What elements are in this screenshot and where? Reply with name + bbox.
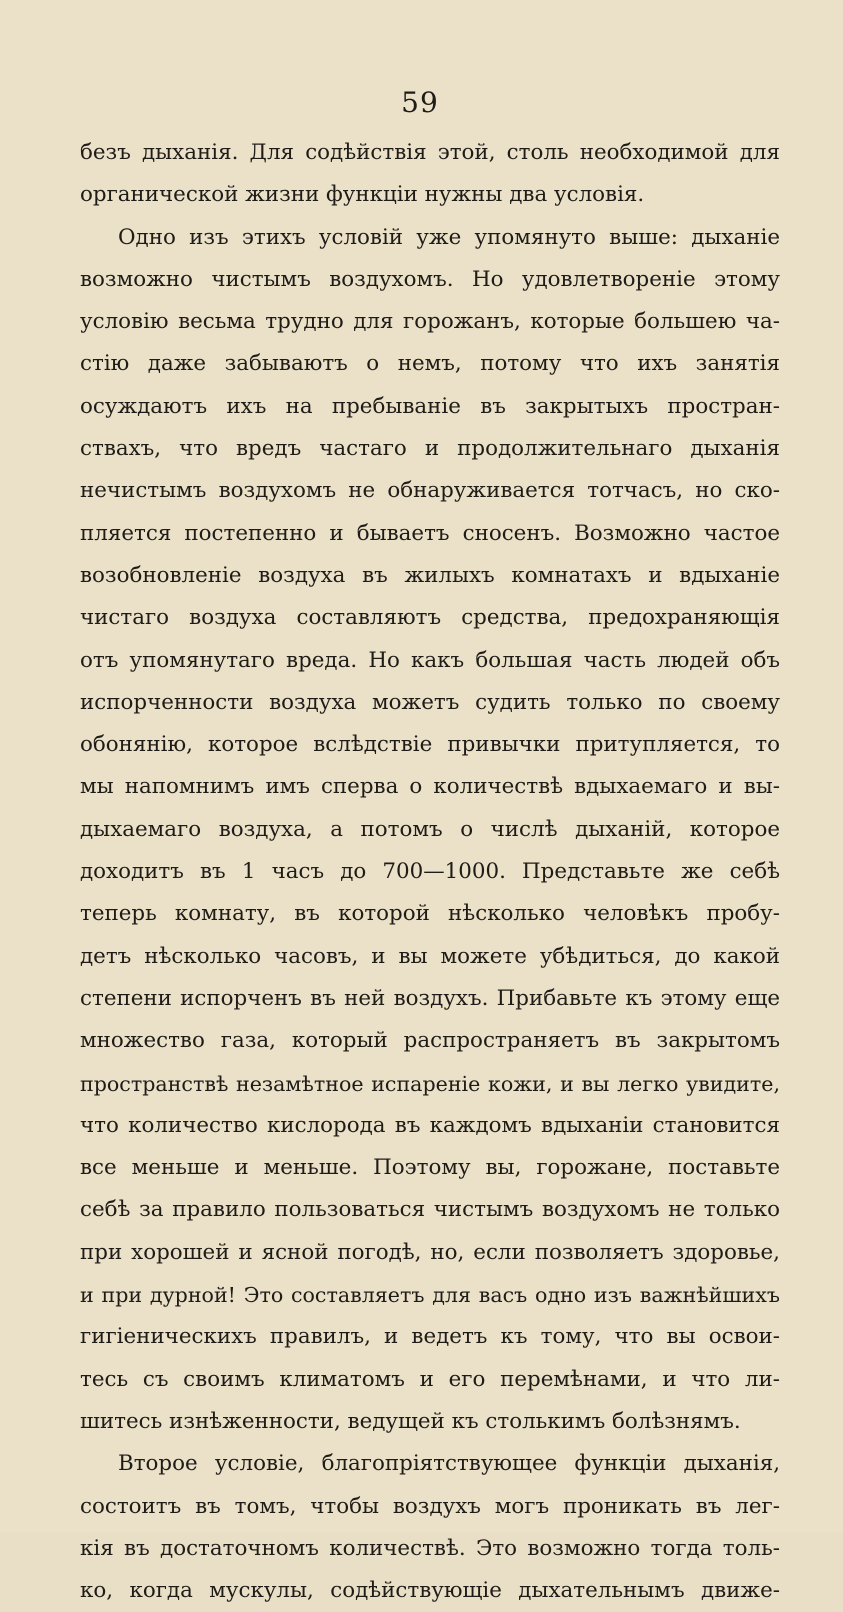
text-line: Второе условіе, благопріятствующее функціи дыханія, [118, 1451, 780, 1477]
text-line: детъ нѣсколько часовъ, и вы можете убѣдиться, до какой [80, 943, 780, 969]
text-line: степени испорченъ въ ней воздухъ. Прибавьте къ этому еще [80, 985, 780, 1011]
text-line: условію весьма трудно для горожанъ, которые большею ча- [80, 309, 780, 335]
text-line: безъ дыханія. Для содѣйствія этой, столь необходимой для [80, 140, 780, 165]
text-line: состоитъ въ томъ, чтобы воздухъ могъ проникать въ лег- [80, 1493, 780, 1519]
text-line: все меньше и меньше. Поэтому вы, горожане, поставьте [80, 1155, 780, 1181]
text-line: гигіеническихъ правилъ, и ведетъ къ тому, что вы освои- [80, 1324, 780, 1350]
text-line: ко, когда мускулы, содѣйствующіе дыхательнымъ движе- [80, 1578, 780, 1604]
text-line: органической жизни функціи нужны два условія. [80, 182, 645, 208]
text-line: осуждаютъ ихъ на пребываніе въ закрытыхъ простран- [80, 393, 780, 419]
page-number: 59 [401, 86, 439, 119]
text-line: множество газа, который распространяетъ въ закрытомъ [80, 1028, 780, 1054]
text-line: отъ упомянутаго вреда. Но какъ большая часть людей объ [80, 647, 780, 673]
text-line: тесь съ своимъ климатомъ и его перемѣнами, и что ли- [80, 1366, 780, 1392]
text-line: нечистымъ воздухомъ не обнаруживается тотчасъ, но ско- [80, 478, 780, 504]
text-line: стію даже забываютъ о немъ, потому что ихъ занятія [80, 351, 780, 377]
text-line: что количество кислорода въ каждомъ вдыханіи становится [80, 1112, 780, 1138]
text-line: и при дурной! Это составляетъ для васъ одно изъ важнѣйшихъ [80, 1283, 780, 1308]
text-line: обонянію, которое вслѣдствіе привычки притупляется, то [80, 732, 780, 758]
text-line: испорченности воздуха можетъ судить только по своему [80, 689, 780, 715]
text-line: шитесь изнѣженности, ведущей къ столькимъ болѣзнямъ. [80, 1408, 741, 1434]
text-line: себѣ за правило пользоваться чистымъ воздухомъ не только [80, 1197, 780, 1223]
text-line: при хорошей и ясной погодѣ, но, если позволяетъ здоровье, [80, 1239, 780, 1265]
text-line: доходитъ въ 1 часъ до 700—1000. Представьте же себѣ [80, 859, 780, 885]
text-line: пространствѣ незамѣтное испареніе кожи, и вы легко увидите, [80, 1071, 780, 1096]
text-line: пляется постепенно и бываетъ сносенъ. Возможно частое [80, 520, 780, 546]
text-line: возобновленіе воздуха въ жилыхъ комнатахъ и вдыханіе [80, 562, 780, 588]
text-line: теперь комнату, въ которой нѣсколько человѣкъ пробу- [80, 901, 780, 927]
text-line: ствахъ, что вредъ частаго и продолжительнаго дыханія [80, 436, 780, 462]
text-line: чистаго воздуха составляютъ средства, предохраняющія [80, 605, 780, 631]
text-line: мы напомнимъ имъ сперва о количествѣ вдыхаемаго и вы- [80, 774, 780, 800]
text-line: Одно изъ этихъ условій уже упомянуто выше: дыханіе [118, 224, 780, 250]
text-line: кія въ достаточномъ количествѣ. Это возможно тогда толь- [80, 1535, 780, 1561]
text-line: дыхаемаго воздуха, а потомъ о числѣ дыханій, которое [80, 816, 780, 842]
text-line: возможно чистымъ воздухомъ. Но удовлетвореніе этому [80, 266, 780, 292]
body-text [80, 132, 780, 1612]
